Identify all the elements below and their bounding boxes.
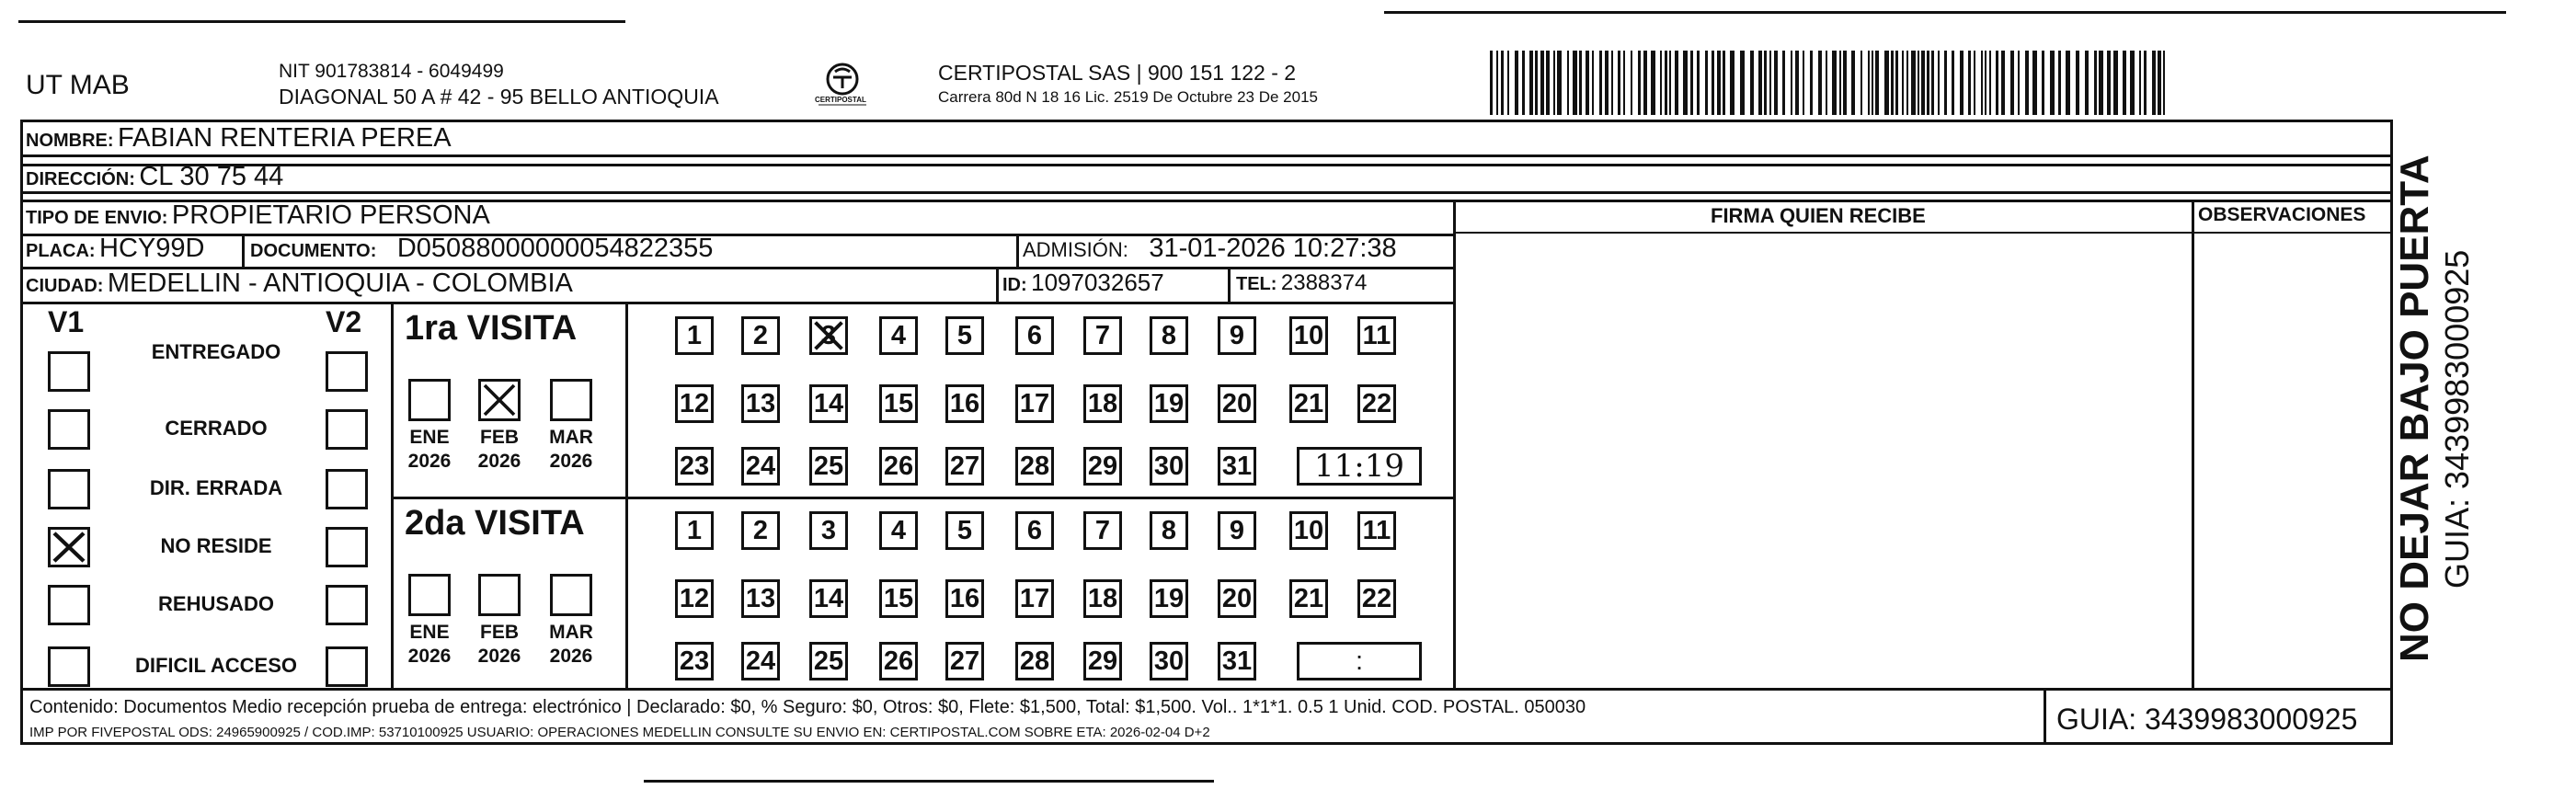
day-number: 29 [1087, 646, 1118, 676]
day-box[interactable] [1083, 447, 1122, 486]
status-v2-checkbox[interactable] [326, 469, 368, 509]
day-box[interactable] [1150, 447, 1188, 486]
day-number: 23 [679, 451, 710, 481]
month-checkbox[interactable] [550, 379, 592, 421]
status-label: DIR. ERRADA [149, 476, 283, 499]
day-box[interactable] [741, 642, 780, 680]
tipo-row [26, 200, 490, 231]
x-mark [812, 319, 845, 352]
day-number: 24 [745, 451, 776, 481]
day-box[interactable] [741, 316, 780, 355]
bottom-border-left [644, 780, 1214, 783]
status-col-div [391, 302, 394, 688]
day-box[interactable] [1218, 579, 1256, 618]
day-number: 5 [956, 320, 973, 350]
visit-title: 2da VISITA [405, 504, 585, 543]
ciudad-label: CIUDAD: [26, 276, 104, 296]
day-number: 9 [1229, 515, 1245, 545]
x-mark [481, 382, 518, 418]
footer-contenido: Contenido: Documentos Medio recepción prueba de entrega: electrónico | Declarado: $0, % Seguro: $0, Otros: $0, Flete: $1,500, Total: $1,500. Vol.. 1*1*1. 0.5 1 Unid. COD. POSTAL. 050030 [29, 697, 1586, 717]
day-number: 12 [679, 388, 710, 418]
day-box[interactable] [1289, 316, 1328, 355]
day-number: 15 [883, 388, 914, 418]
rule-7 [20, 302, 1455, 304]
day-box[interactable] [809, 316, 848, 355]
status-label: ENTREGADO [151, 340, 281, 363]
rule-3 [20, 191, 2393, 194]
day-number: 16 [949, 388, 980, 418]
day-number: 26 [883, 451, 914, 481]
day-number: 11 [1362, 320, 1391, 350]
nombre-value: FABIAN RENTERIA PEREA [118, 123, 452, 153]
day-number: 17 [1019, 583, 1050, 613]
barcode [1490, 51, 2170, 115]
day-number: 15 [883, 583, 914, 613]
day-number: 25 [813, 451, 844, 481]
direccion-value: CL 30 75 44 [139, 162, 284, 191]
documento-row [250, 234, 713, 264]
day-box[interactable] [675, 447, 714, 486]
day-box[interactable] [945, 511, 984, 550]
day-number: 14 [813, 583, 844, 613]
month-name: FEB [480, 622, 519, 643]
tel-label: TEL: [1236, 274, 1277, 294]
day-box[interactable] [1083, 511, 1122, 550]
day-number: 10 [1293, 320, 1324, 350]
top-border-left [18, 20, 625, 23]
day-number: 9 [1229, 320, 1245, 350]
day-box[interactable] [1150, 642, 1188, 680]
status-v1-checkbox[interactable] [48, 409, 90, 450]
day-number: 20 [1221, 388, 1253, 418]
day-number: 24 [745, 646, 776, 676]
day-box[interactable] [1218, 642, 1256, 680]
tipo-value: PROPIETARIO PERSONA [171, 200, 490, 230]
month-checkbox[interactable] [478, 574, 521, 616]
day-number: 18 [1087, 388, 1118, 418]
day-number: 6 [1026, 320, 1043, 350]
day-number: 22 [1361, 583, 1392, 613]
day-box[interactable] [675, 511, 714, 550]
month-year: 2026 [549, 451, 593, 472]
day-number: 17 [1019, 388, 1050, 418]
placa-div [242, 234, 245, 267]
day-box[interactable] [1289, 511, 1328, 550]
month-year: 2026 [407, 451, 452, 472]
day-box[interactable] [1218, 447, 1256, 486]
day-number: 3 [820, 515, 837, 545]
status-v2-checkbox[interactable] [326, 351, 368, 392]
v2-label: V2 [326, 305, 362, 338]
day-box[interactable] [879, 447, 918, 486]
day-number: 12 [679, 583, 710, 613]
day-box[interactable] [809, 384, 848, 423]
time-box[interactable] [1297, 642, 1422, 680]
day-number: 30 [1153, 451, 1185, 481]
day-box[interactable] [879, 384, 918, 423]
day-number: 31 [1221, 451, 1253, 481]
day-box[interactable] [809, 511, 848, 550]
day-number: 23 [679, 646, 710, 676]
day-number: 13 [745, 388, 776, 418]
day-number: 20 [1221, 583, 1253, 613]
ciudad-value: MEDELLIN - ANTIOQUIA - COLOMBIA [107, 269, 573, 298]
id-row [1002, 269, 1164, 297]
day-number: 21 [1293, 583, 1324, 613]
day-number: 7 [1094, 515, 1111, 545]
x-mark [51, 530, 87, 565]
time-value: 11:19 [1314, 448, 1404, 485]
company-nit: NIT 901783814 - 6049499 [279, 61, 504, 82]
footer-imp: IMP POR FIVEPOSTAL ODS: 24965900925 / COD.IMP: 53710100925 USUARIO: OPERACIONES MEDELLIN CONSULTE SU ENVIO EN: CERTIPOSTAL.COM SOBRE ETA: 2026-02-04 D+2 [29, 725, 1210, 740]
day-number: 22 [1361, 388, 1392, 418]
courier-license: Carrera 80d N 18 16 Lic. 2519 De Octubre 23 De 2015 [938, 88, 1318, 106]
month-name: MAR [549, 427, 593, 448]
rule-8 [20, 688, 2393, 691]
status-v1-checkbox[interactable] [48, 646, 90, 687]
day-number: 30 [1153, 646, 1185, 676]
day-number: 5 [956, 515, 973, 545]
id-div [996, 267, 999, 302]
col-observ-left [2192, 200, 2194, 690]
day-box[interactable] [675, 642, 714, 680]
tel-div [1228, 267, 1231, 302]
month-checkbox[interactable] [550, 574, 592, 616]
visit-title: 1ra VISITA [405, 309, 578, 348]
month-name: MAR [549, 622, 593, 643]
status-v1-checkbox[interactable] [48, 585, 90, 625]
status-v2-checkbox[interactable] [326, 409, 368, 450]
month-year: 2026 [477, 646, 521, 667]
tel-row [1236, 270, 1367, 296]
day-number: 28 [1019, 646, 1050, 676]
day-number: 14 [813, 388, 844, 418]
admision-div [1016, 234, 1019, 267]
day-box[interactable] [1015, 316, 1054, 355]
day-box[interactable] [1083, 579, 1122, 618]
company-address: DIAGONAL 50 A # 42 - 95 BELLO ANTIOQUIA [279, 85, 719, 109]
month-year: 2026 [477, 451, 521, 472]
documento-value: D05088000000054822355 [396, 234, 714, 263]
day-number: 13 [745, 583, 776, 613]
footer-guia: GUIA: 3439983000925 [2056, 703, 2358, 736]
documento-label: DOCUMENTO: [250, 241, 377, 261]
month-name: ENE [409, 622, 450, 643]
time-box[interactable] [1297, 447, 1422, 486]
day-box[interactable] [675, 384, 714, 423]
day-box[interactable] [879, 579, 918, 618]
direccion-row [26, 162, 283, 192]
status-v1-checkbox[interactable] [48, 469, 90, 509]
day-box[interactable] [741, 447, 780, 486]
month-year: 2026 [549, 646, 593, 667]
month-name: ENE [409, 427, 450, 448]
day-number: 18 [1087, 583, 1118, 613]
day-number: 2 [752, 515, 769, 545]
tipo-label: TIPO DE ENVIO: [26, 208, 168, 228]
day-number: 4 [890, 320, 907, 350]
day-box[interactable] [1150, 579, 1188, 618]
placa-row [26, 234, 204, 264]
day-box[interactable] [1289, 579, 1328, 618]
day-box[interactable] [809, 579, 848, 618]
day-box[interactable] [879, 511, 918, 550]
status-v1-checkbox[interactable] [48, 351, 90, 392]
day-box[interactable] [1218, 384, 1256, 423]
side-guia: GUIA: 3439983000925 [2438, 249, 2476, 589]
footer-guia-div [2044, 688, 2046, 745]
logo-text: CERTIPOSTAL [815, 96, 866, 104]
day-box[interactable] [1357, 579, 1396, 618]
status-label: REHUSADO [158, 592, 274, 615]
status-v2-checkbox[interactable] [326, 646, 368, 687]
day-box[interactable] [1015, 642, 1054, 680]
day-box[interactable] [1150, 316, 1188, 355]
day-number: 3 [820, 320, 837, 350]
placa-label: PLACA: [26, 241, 96, 261]
day-number: 25 [813, 646, 844, 676]
day-number: 8 [1161, 515, 1177, 545]
status-label: NO RESIDE [160, 534, 272, 557]
firma-label: FIRMA QUIEN RECIBE [1711, 204, 1926, 227]
day-box[interactable] [1289, 384, 1328, 423]
day-number: 11 [1362, 515, 1391, 545]
day-box[interactable] [1150, 384, 1188, 423]
nombre-label: NOMBRE: [26, 131, 114, 151]
day-box[interactable] [675, 579, 714, 618]
day-box[interactable] [1083, 642, 1122, 680]
day-number: 1 [686, 515, 703, 545]
month-checkbox[interactable] [478, 379, 521, 421]
day-box[interactable] [1218, 316, 1256, 355]
ciudad-row [26, 269, 573, 299]
day-box[interactable] [741, 384, 780, 423]
day-box[interactable] [1015, 384, 1054, 423]
day-box[interactable] [1218, 511, 1256, 550]
admision-label: ADMISIÓN: [1023, 238, 1128, 261]
day-number: 10 [1293, 515, 1324, 545]
nombre-row [26, 123, 452, 154]
month-name: FEB [480, 427, 519, 448]
admision-row [1023, 234, 1397, 264]
day-box[interactable] [1015, 579, 1054, 618]
day-number: 4 [890, 515, 907, 545]
day-box[interactable] [809, 447, 848, 486]
company-name: UT MAB [26, 70, 130, 100]
status-v1-checkbox[interactable] [48, 527, 90, 567]
day-box[interactable] [945, 447, 984, 486]
day-number: 19 [1153, 583, 1185, 613]
months-col-div [625, 302, 628, 688]
day-box[interactable] [741, 579, 780, 618]
status-v2-checkbox[interactable] [326, 585, 368, 625]
day-box[interactable] [675, 316, 714, 355]
day-box[interactable] [1083, 316, 1122, 355]
day-number: 31 [1221, 646, 1253, 676]
day-number: 16 [949, 583, 980, 613]
time-value: : [1355, 646, 1364, 676]
day-box[interactable] [1083, 384, 1122, 423]
status-label: CERRADO [165, 417, 268, 440]
day-box[interactable] [879, 316, 918, 355]
day-number: 27 [949, 646, 980, 676]
v1-label: V1 [48, 305, 85, 338]
tel-value: 2388374 [1280, 270, 1368, 295]
day-number: 6 [1026, 515, 1043, 545]
side-warning: NO DEJAR BAJO PUERTA [2392, 154, 2437, 662]
day-number: 8 [1161, 320, 1177, 350]
day-number: 19 [1153, 388, 1185, 418]
rule-1 [20, 154, 2393, 157]
observaciones-area[interactable] [2196, 235, 2391, 686]
day-box[interactable] [879, 642, 918, 680]
admision-value: 31-01-2026 10:27:38 [1149, 234, 1397, 263]
day-box[interactable] [741, 511, 780, 550]
day-number: 7 [1094, 320, 1111, 350]
day-box[interactable] [1015, 511, 1054, 550]
courier-name: CERTIPOSTAL SAS | 900 151 122 - 2 [938, 61, 1297, 85]
day-box[interactable] [945, 316, 984, 355]
month-checkbox[interactable] [408, 574, 451, 616]
day-box[interactable] [945, 579, 984, 618]
day-box[interactable] [809, 642, 848, 680]
day-box[interactable] [945, 642, 984, 680]
day-box[interactable] [1357, 384, 1396, 423]
certipostal-logo [813, 61, 872, 109]
day-number: 29 [1087, 451, 1118, 481]
signature-area[interactable] [1457, 235, 2191, 686]
id-label: ID: [1002, 275, 1027, 295]
top-border-right [1384, 11, 2506, 14]
visit-split [391, 497, 1455, 499]
id-value: 1097032657 [1031, 269, 1164, 296]
day-box[interactable] [1357, 511, 1396, 550]
col-signature-left [1453, 200, 1456, 690]
day-box[interactable] [1150, 511, 1188, 550]
day-number: 27 [949, 451, 980, 481]
sig-header-rule [1453, 232, 2393, 234]
status-label: DIFICIL ACCESO [134, 654, 297, 677]
month-year: 2026 [407, 646, 452, 667]
rule-2 [20, 164, 2393, 166]
day-number: 28 [1019, 451, 1050, 481]
placa-value: HCY99D [99, 234, 205, 263]
month-checkbox[interactable] [408, 379, 451, 421]
day-box[interactable] [1015, 447, 1054, 486]
observaciones-label: OBSERVACIONES [2198, 204, 2366, 225]
day-box[interactable] [1357, 316, 1396, 355]
status-v2-checkbox[interactable] [326, 527, 368, 567]
day-number: 1 [686, 320, 703, 350]
day-box[interactable] [945, 384, 984, 423]
day-number: 26 [883, 646, 914, 676]
direccion-label: DIRECCIÓN: [26, 169, 135, 189]
day-number: 2 [752, 320, 769, 350]
day-number: 21 [1293, 388, 1324, 418]
